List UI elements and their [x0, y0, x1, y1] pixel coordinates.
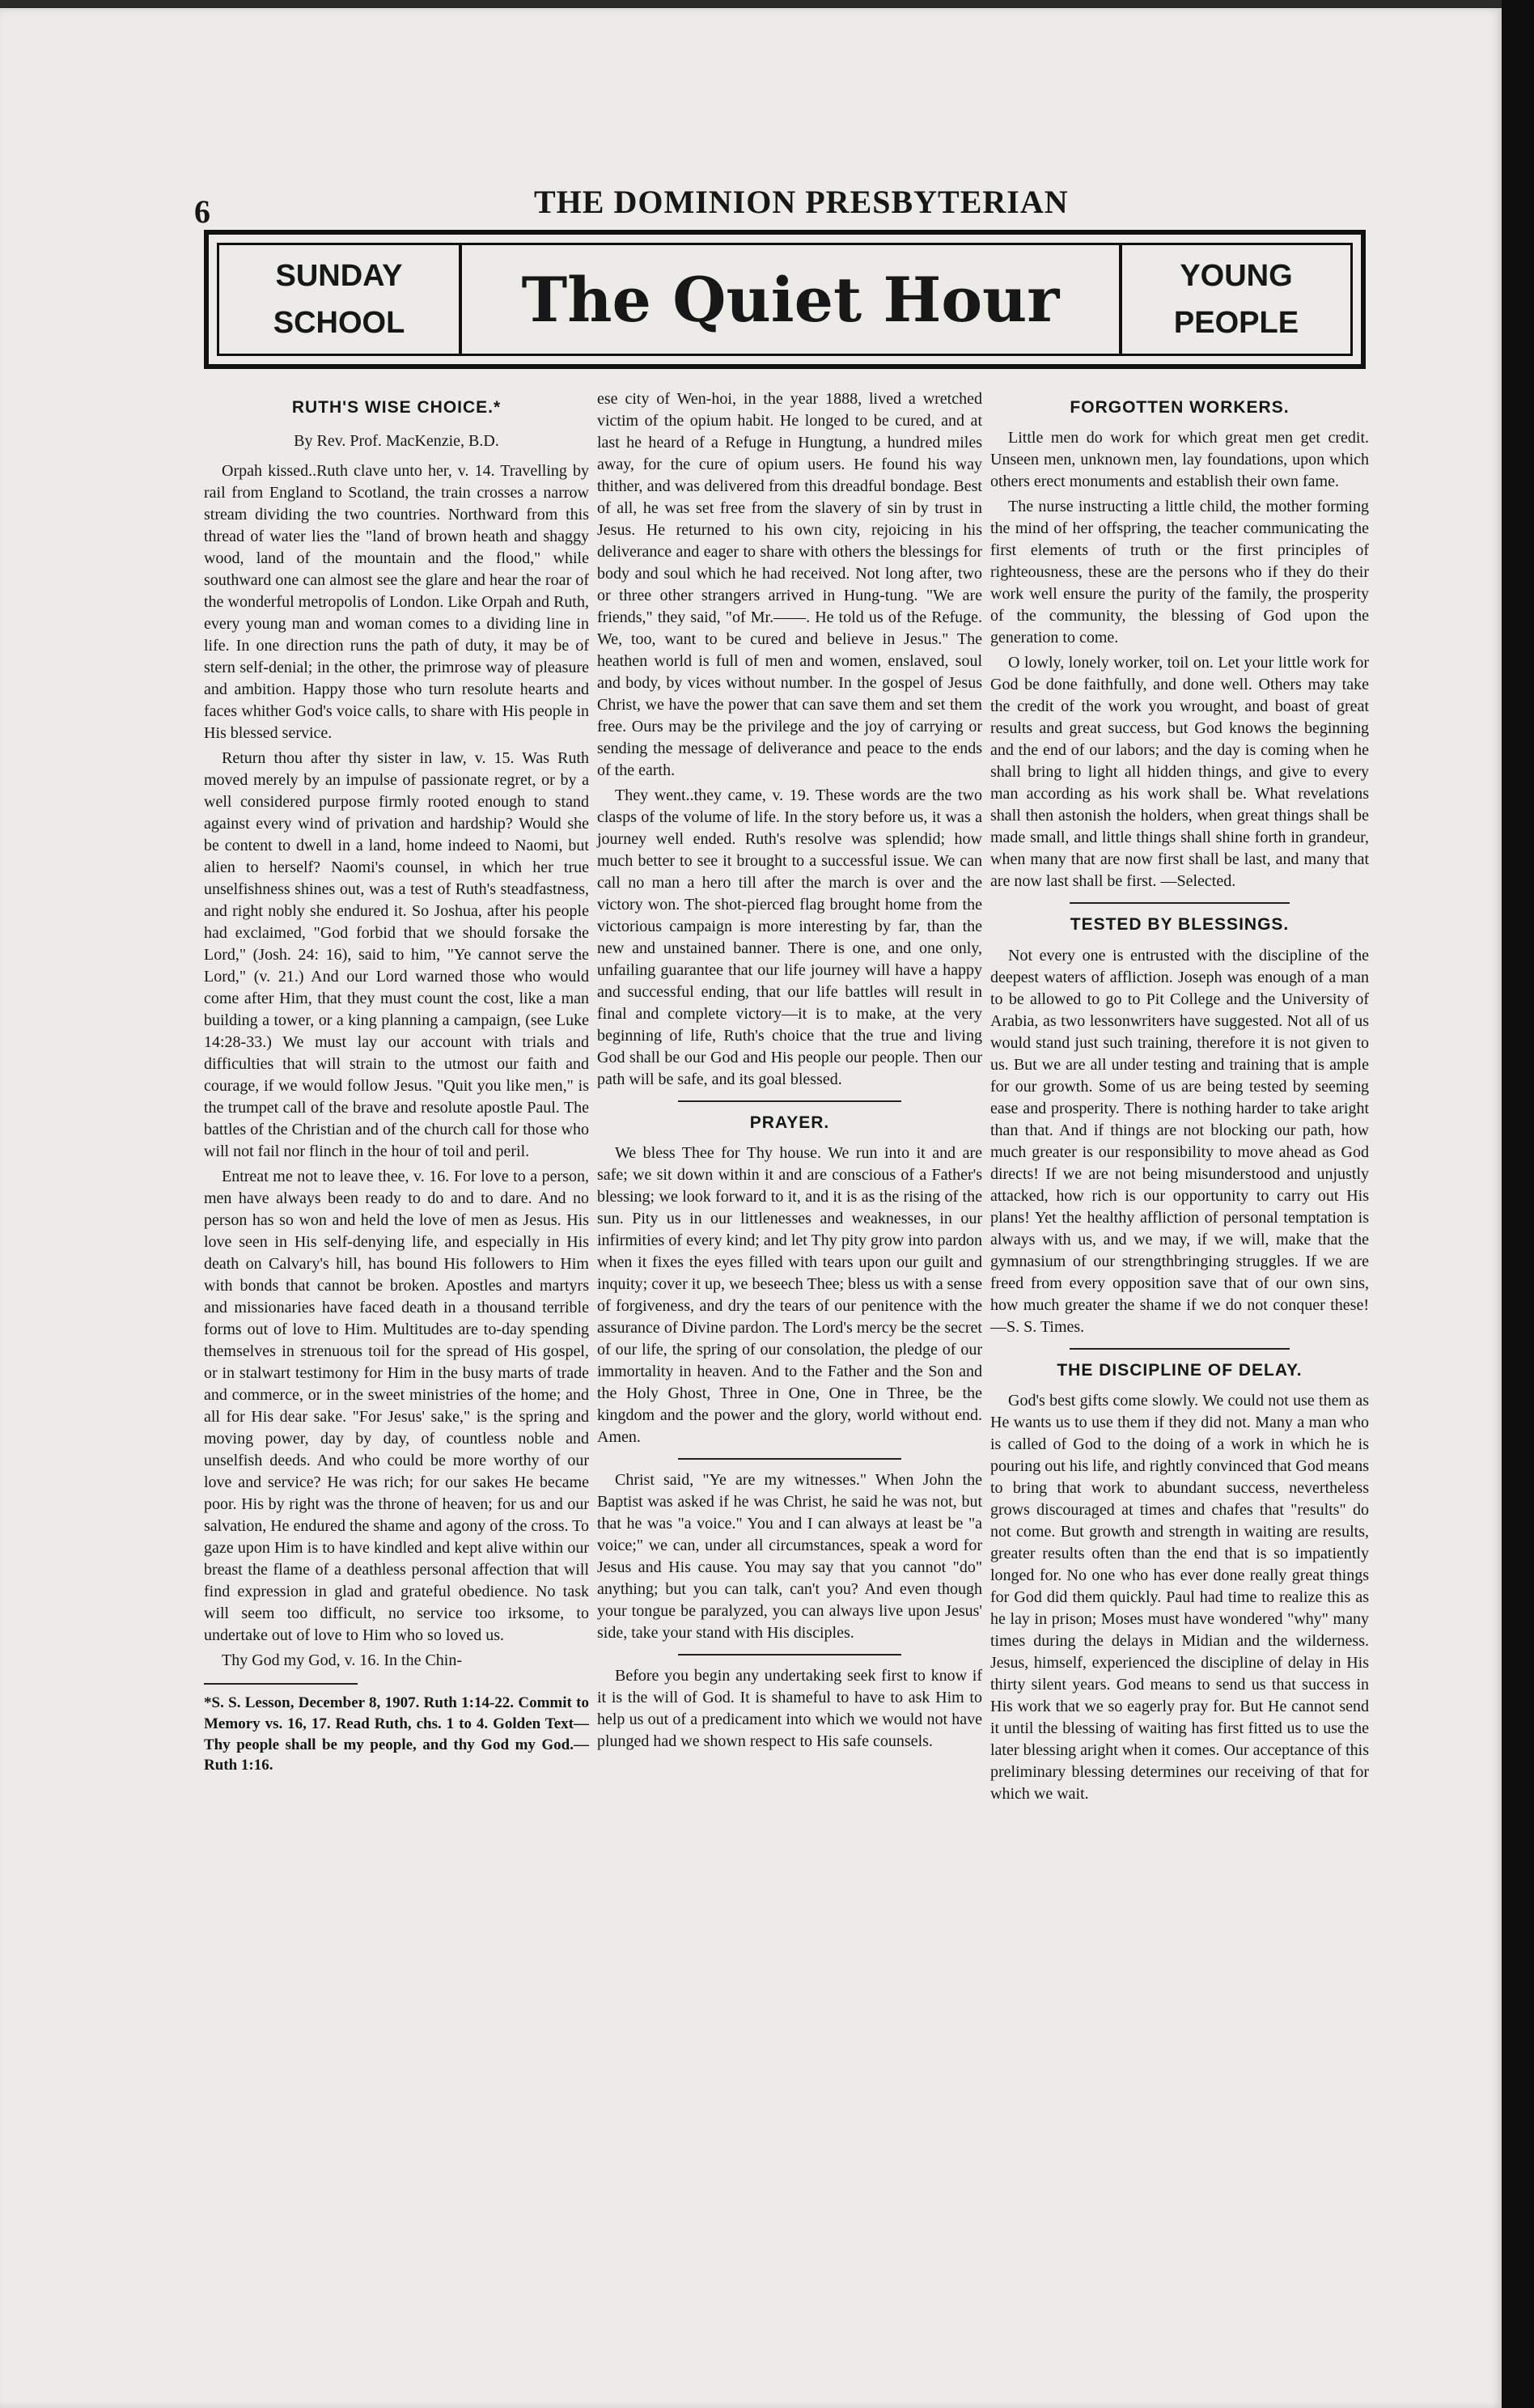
forgotten-workers-heading: FORGOTTEN WORKERS.	[1070, 398, 1290, 417]
article-paragraph: ese city of Wen-hoi, in the year 1888, lived a wretched victim of the opium habit. He longed to be cured, and at last he heard of a Refuge in Hungtung, a hundred miles away, for the cure of opium users. He found his way thither, and was delivered from this dreadful bondage. Best of all, he was set free from the slavery of sin by trust in Jesus. He returned to his own city, rejoicing in his deliverance and eager to share with others the blessings for body and soul which he had received. Not long after, two or three other strangers arrived in Hung-tung. "We are friends," they said, "of Mr.——. He told us of the Refuge. We, too, want to be cured and believe in Jesus." The heathen world is full of men and women, enslaved, soul and body, by vices without number. In the gospel of Jesus Christ, we have the power that can save them and set them free. Ours may be the privilege and the joy of carrying or sending the message of deliverance and peace to the ends of the earth.	[597, 390, 982, 779]
article-byline: By Rev. Prof. MacKenzie, B.D.	[294, 432, 499, 451]
banner-right-line2: PEOPLE	[1173, 306, 1299, 340]
banner-inner-frame	[217, 243, 1353, 356]
article-paragraph: Orpah kissed..Ruth clave unto her, v. 14. Travelling by rail from England to Scotland, the train crosses a narrow stream dividing the two countries. Northward from this thread of water lies the "land of brown heath and shaggy wood, land of the mountain and the flood," while southward one can almost see the glare and hear the roar of the wonderful metropolis of London. Like Orpah and Ruth, every young man and woman comes to a dividing line in life. In one direction runs the path of duty, it may be of stern self-denial; in the other, the primrose way of pleasure and ambition. Happy those who turn resolute hearts and faces whither God's voice calls, to share with His people in His blessed service.	[204, 462, 589, 743]
delay-paragraph: God's best gifts come slowly. We could not use them as He wants us to use them if they did not. Many a man who is called of God to the doing of a work in which he is pouring out his life, and rightly convinced that God means to bring that work to abundant success, nevertheless grows discouraged at times and chafes that "results" do not come. But growth and strength in waiting are results, greater results often than the end that is so impatiently longed for. No one who has ever done really great things for God did them quickly. Paul had time to realize this as he lay in prison; Moses must have wondered "why" many times during the delays in Midian and the wilderness. Jesus, himself, experienced the discipline of delay in His thirty silent years. God means to send us that success in His work that we so eagerly pray for. But He cannot send it until the blessing of waiting has first fitted us to use the later blessing aright when it comes. Our acceptance of this preliminary blessing determines our receiving of that for which we wait.	[990, 1392, 1369, 1804]
column-left	[204, 388, 589, 1779]
prayer-text: We bless Thee for Thy house. We run into it and are safe; we sit down within it and are conscious of a Father's blessing; we look forward to it, and it is as the rising of the sun. Pity us in our littlenesses and weaknesses, in our infirmities of every kind; and let Thy pity grow into pardon when it fixes the eyes filled with tears upon our guilt and inquity; cover it up, we beseech Thee; bless us with a sense of forgiveness, and dry the tears of our penitence with the assurance of Divine pardon. The Lord's mercy be the secret of our life, the spring of our consolation, the pledge of our immortality in heaven. And to the Father and the Son and the Holy Ghost, Three in One, One in Three, be the kingdom and the power and the glory, world without end. Amen.	[597, 1144, 982, 1447]
article-paragraph: Entreat me not to leave thee, v. 16. For love to a person, men have always been ready to do and to dare. And no person has so won and held the love of men as Jesus. His love seen in His self-denying life, and especially in His death on Calvary's hill, has bound His followers to Him with bonds that cannot be broken. Apostles and martyrs and missionaries have faced death in a thousand terrible forms out of love to Him. Multitudes are to-day spending themselves in strenuous toil for the spread of His gospel, or in stalwart testimony for Him in the busy marts of trade and commerce, or in the sweet ministries of the home; and all for His dear sake. "For Jesus' sake," is the spring and moving power, day by day, of countless noble and unselfish deeds. And who could be more worthy of our love and service? He was rich; for our sakes He became poor. His by right was the throne of heaven; for us and our salvation, He endured the shame and agony of the cross. To gaze upon Him is to have kindled and kept alive within our breast the flame of a deathless personal affection that will find expression in glad and grateful obedience. No task will seem too difficult, no service too irksome, to undertake out of love to Him who so loved us.	[204, 1168, 589, 1645]
scan-border-right	[1502, 0, 1534, 2408]
tested-blessings-heading: TESTED BY BLESSINGS.	[1070, 915, 1290, 935]
column-middle	[597, 388, 982, 1756]
article-paragraph: O lowly, lonely worker, toil on. Let your little work for God be done faithfully, and done well. Others may take the credit of the work you wrought, and boast of great results and great success, but God knows the beginning and the end of our labors; and the day is coming when he shall bring to light all hidden things, and give to every man according as his work shall be. What revelations shall then astonish the holders, when great things shall be made small, and little things shall shine forth in grandeur, when many that are now first shall be last, and many that are now last shall be first. —Selected.	[990, 654, 1369, 891]
article-paragraph: Little men do work for which great men get credit. Unseen men, unknown men, lay foundations, upon which others erect monuments and establish their own fame.	[990, 429, 1369, 491]
newspaper-page	[0, 8, 1503, 2408]
banner-left-line2: SCHOOL	[273, 306, 405, 340]
tested-paragraph: Not every one is entrusted with the discipline of the deepest waters of affliction. Joseph was enough of a man to be allowed to go to Pit College and the University of Arabia, as two lessonwriters have suggested. Not all of us would stand just such training, therefore it is not given to us. But we are all under testing and training that is ample for our growth. Some of us are being tested by seeming ease and prosperity. There is nothing harder to take aright than that. And if things are not blocking our path, how much greater is our responsibility to move ahead as God directs! If we are not being misunderstood and unjustly attacked, how rich is our opportunity to carry out His plans! Yet the healthy affliction of personal temptation is always with us, and we may, if we will, make that the gymnasium of our strengthbringing struggles. If we are freed from every opposition save that of our own sins, how much greater the shame if we do not conquer these!—S. S. Times.	[990, 946, 1369, 1336]
article-paragraph: Return thou after thy sister in law, v. 15. Was Ruth moved merely by an impulse of passionate regret, or by a well considered purpose firmly rooted enough to stand against every wind of privation and hardship? Would she be content to dwell in a land, home indeed to Naomi, but alien to herself? Naomi's counsel, in which her true unselfishness shines out, was a test of Ruth's steadfastness, and right nobly she endured it. So Joshua, after his people had exclaimed, "God forbid that we should forsake the Lord," (Josh. 24: 16), said to him, "Ye cannot serve the Lord," (v. 21.) And our Lord warned those who would come after Him, that they must count the cost, like a man building a tower, or a king planning a campaign, (see Luke 14:28-33.) We must lay our account with trials and difficulties that will strain to the utmost our faith and courage, if we would follow Jesus. "Quit you like men," is the trumpet call of the brave and resolute apostle Paul. The battles of the Christian and of the church call for those who will not fail nor flinch in the hour of toil and peril.	[204, 749, 589, 1161]
undertaking-paragraph: Before you begin any undertaking seek first to know if it is the will of God. It is shameful to have to ask Him to help us out of a predicament into which we would not have plunged had we shown respect to His safe counsels.	[597, 1667, 982, 1751]
section-divider	[678, 1100, 901, 1102]
witnesses-paragraph: Christ said, "Ye are my witnesses." When John the Baptist was asked if he was Christ, he said he was not, but that he was "a voice." You and I can always at least be "a voice;" we can, under all circumstances, speak a word for Jesus and His cause. You may say that you cannot "do" anything; but you can talk, can't you? And even though your tongue be paralyzed, you can always live upon Jesus' side, take your stand with His disciples.	[597, 1471, 982, 1643]
section-banner	[204, 230, 1366, 369]
article-heading-ruth: RUTH'S WISE CHOICE.*	[291, 398, 502, 417]
banner-right-line1: YOUNG	[1180, 259, 1293, 293]
banner-sunday-school-box	[219, 245, 462, 354]
banner-left-line1: SUNDAY	[275, 259, 403, 293]
lesson-footnote: *S. S. Lesson, December 8, 1907. Ruth 1:14-22. Commit to Memory vs. 16, 17. Read Ruth, chs. 1 to 4. Golden Text— Thy people shall be my people, and thy God my God.—Ruth 1:16.	[204, 1694, 589, 1774]
article-paragraph: The nurse instructing a little child, the mother forming the mind of her offspring, the teacher communicating the first elements of truth or the first principles of righteousness, these are the persons who if they do their work well ensure the purity of the family, the prosperity of the community, the blessing of God upon the generation to come.	[990, 498, 1369, 647]
section-divider	[678, 1654, 901, 1656]
section-divider	[1070, 902, 1289, 904]
article-paragraph: They went..they came, v. 19. These words are the two clasps of the volume of life. In the story before us, it was a journey well ended. Ruth's resolve was splendid; how much better to see it brought to a successful issue. We can call no man a hero till after the march is over and the victory won. The shot-pierced flag brought home from the victorious campaign is more interesting by far, than the new and unstained banner. There is one, and one only, unfailing guarantee that our life journey will have a happy and successful ending, that our life battles will result in final and complete victory—it is to make, at the very beginning of life, Ruth's choice that the true and living God shall be our God and His people our people. Then our path will be safe, and its goal blessed.	[597, 786, 982, 1088]
prayer-heading: PRAYER.	[749, 1113, 830, 1132]
banner-young-people-box	[1119, 245, 1350, 354]
section-divider	[678, 1458, 901, 1460]
publication-masthead: THE DOMINION PRESBYTERIAN	[534, 184, 1069, 220]
section-divider	[1070, 1348, 1289, 1350]
page-number: 6	[194, 193, 210, 230]
discipline-delay-heading: THE DISCIPLINE OF DELAY.	[1057, 1360, 1303, 1380]
banner-title: The Quiet Hour	[521, 263, 1060, 336]
article-paragraph: Thy God my God, v. 16. In the Chin-	[222, 1651, 463, 1670]
column-right	[990, 388, 1369, 1808]
footnote-rule	[204, 1683, 358, 1685]
